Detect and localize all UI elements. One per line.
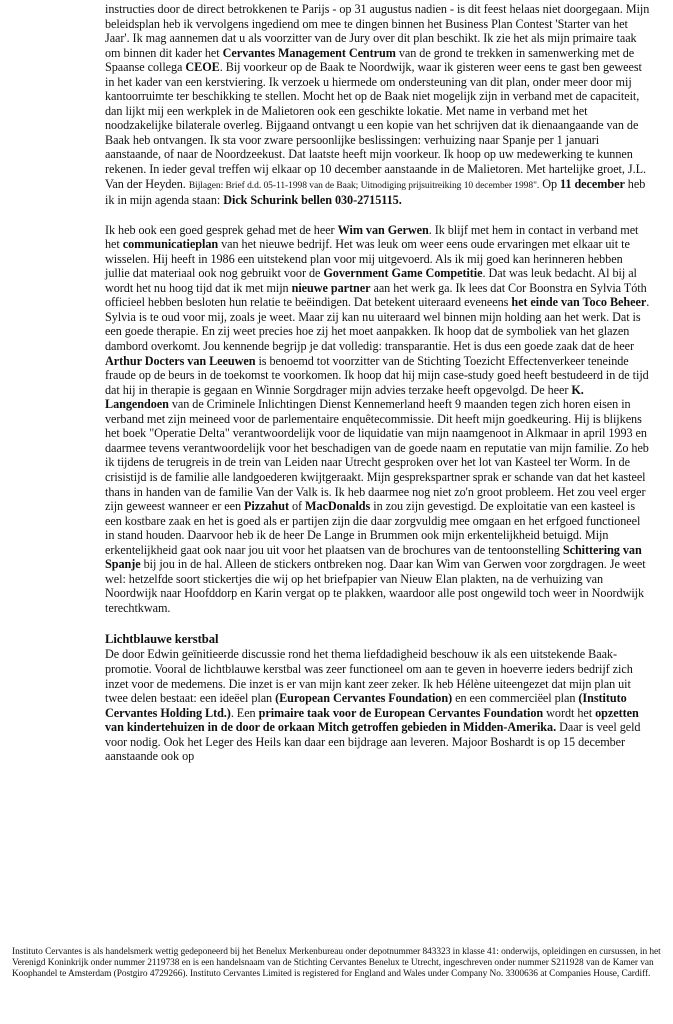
attachment-note: Bijlagen: Brief d.d. 05-11-1998 van de Baak; Uitnodiging prijsuitreiking 10 december 1998". bbox=[188, 180, 540, 191]
text-run: wordt het bbox=[543, 705, 596, 720]
text-run: van de grond te trekken in samenwerking met de Spaanse collega bbox=[105, 45, 635, 75]
text-run: . Bij voorkeur op de Baak te Noordwijk, waar ik gisteren weer eens te gast ben geweest in het kader van een kerstviering. Ik verzoek u hiermede om ondersteuning van dit plan, onder meer door mij kantoorruimte ter beschikking te stellen. Mocht het op de Baak niet mogelijk zijn in verband met de capaciteit, dan lijkt mij een werkplek in de Malietoren ook een geschikte lokatie. Met name in verband met het noodzakelijke bilaterale overleg. Bijgaand ontvangt u een kopie van het schrijven dat ik dienaangaande van de Baak heb ontvangen. Ik sta voor zware persoonlijke beslissingen: verhuizing naar Spanje per 1 januari aanstaande, of naar de Noordzeekust. Dat laatste heeft mijn voorkeur. Ik hoop op uw medewerking te kunnen rekenen. In ieder geval treffen wij elkaar op 10 december aanstaande in de Malietoren. Met hartelijke groet, J.L. Van der Heyden. bbox=[105, 60, 646, 191]
text-run: Ik heb ook een goed gesprek gehad met de heer bbox=[105, 222, 338, 237]
paragraph-gap bbox=[105, 208, 650, 223]
bold-text-run: nieuwe partner bbox=[291, 280, 371, 295]
footer-text: Instituto Cervantes is als handelsmerk wettig gedeponeerd bij het Benelux Merkenbureau onder depotnummer 843323 in klasse 41: onderwijs, opleidingen en cursussen, in het Verenigd Koninkrijk onder nummer 2119738 en is een handelsnaam van de Stichting Cervantes Benelux te Utrecht, ingeschreven onder nummer S211928 van de Kamer van Koophandel te Amsterdam (Postgiro 4729266). Instituto Cervantes Limited is registered for England and Wales under Company No. 3300636 at Companies House, Cardiff. bbox=[12, 947, 661, 980]
text-run: of bbox=[289, 499, 306, 514]
bold-text-run: Cervantes Management Centrum bbox=[222, 45, 396, 60]
bold-text-run: (European Cervantes Foundation) bbox=[275, 691, 453, 706]
text-run: aan het werk ga. Ik lees dat Cor Boonstra en Sylvia Tóth officieel hebben besloten hun relatie te beëindigen. Dat betekent uiteraard eveneens bbox=[105, 280, 647, 310]
text-run: . Ik blijf met hem in contact in verband met het bbox=[105, 222, 639, 252]
paragraph-3 bbox=[105, 647, 650, 763]
text-run: Op bbox=[539, 176, 561, 191]
bold-text-run: Pizzahut bbox=[244, 499, 289, 514]
text-run: heb ik in mijn agenda staan: bbox=[105, 176, 646, 208]
bold-text-run: Government Game Competitie bbox=[323, 266, 483, 281]
footer-legal-notice bbox=[12, 947, 662, 980]
text-run: Daar is veel geld voor nodig. Ook het Leger des Heils kan daar een bijdrage aan leveren. Majoor Boshardt is op 15 december aanstaande ook op bbox=[105, 720, 641, 764]
bold-text-run: CEOE bbox=[185, 60, 220, 75]
bold-text-run: communicatieplan bbox=[122, 237, 219, 252]
text-run: van de Criminele Inlichtingen Dienst Kennemerland heeft 9 maanden tegen zich horen eisen in verband met zijn meineed voor de parlementaire enquêtecommissie. Dit heeft mijn goedkeuring. Hij is blijkens het boek "Operatie Delta" verantwoordelijk voor de liquidatie van mijn naamgenoot in Alkmaar in april 1993 en daarmee tevens verantwoordelijk voor het beschadigen van de goede naam en reputatie van mijn familie. Zo heb ik tijdens de terugreis in de trein van Leiden naar Utrecht gesproken over het lot van Kasteel ter Worm. In de crisistijd is de familie alle landgoederen kwijtgeraakt. Mijn gesprekspartner sprak er schande van dat het kasteel thans in handen van de familie Van der Valk is. Ik heb daarmee nog niet zo'n groot probleem. Het zou veel erger zijn geweest wanneer er een bbox=[105, 397, 649, 514]
bold-text-run: Schittering van Spanje bbox=[105, 542, 642, 572]
text-run: in zou zijn gevestigd. De exploitatie van een kasteel is een kostbare zaak en het is goed als er partijen zijn die daar zorgvuldig mee omgaan en het erfgoed functioneel in stand houden. Daarvoor heb ik de heer De Lange in Brummen ook mijn erkentelijkheid betuigd. Mijn erkentelijkheid gaat ook naar jou uit voor het plaatsen van de brochures van de tentoonstelling bbox=[105, 499, 641, 557]
text-run: is benoemd tot voorzitter van de Stichting Toezicht Effectenverkeer teneinde fraude op de beurs in de toekomst te voorkomen. Ik hoop dat hij mijn case-study goed heeft bestudeerd in de tijd dat hij in therapie is gegaan en Winnie Sorgdrager mijn advies terzake heeft opgevolgd. De heer bbox=[105, 353, 649, 397]
text-run: van het nieuwe bedrijf. Het was leuk om weer eens oude ervaringen met elkaar uit te wisselen. Hij heeft in 1986 een uitstekend plan voor mij uitgevoerd. Als ik mij goed kan herinneren hebben jullie dat materiaal ook nog gebruikt voor de bbox=[105, 237, 630, 281]
bold-text-run: opzetten van kindertehuizen in de door de orkaan Mitch getroffen gebieden in Midden-Amerika. bbox=[105, 705, 639, 735]
text-run: bij jou in de hal. Alleen de stickers ontbreken nog. Daar kan Wim van Gerwen voor zorgdragen. Je weet wel: hetzelfde soort stickertjes die wij op het briefpapier van Nieuw Elan plakten, na de verhuizing van Noordwijk naar Hoofddorp en Karin vergat op te plakken, waardoor alle post ongewild toch weer in Noordwijk terechtkwam. bbox=[105, 557, 646, 615]
bold-text-run: K. Langendoen bbox=[105, 382, 584, 412]
paragraph-gap bbox=[105, 615, 650, 630]
text-run: . Een bbox=[230, 705, 259, 720]
bold-text-run: Wim van Gerwen bbox=[337, 222, 429, 237]
bold-text-run: Arthur Docters van Leeuwen bbox=[105, 353, 256, 368]
letter-body bbox=[105, 2, 650, 764]
bold-text-run: Dick Schurink bellen 030-2715115. bbox=[223, 193, 402, 208]
bold-text-run: (Instituto Cervantes Holding Ltd.) bbox=[105, 691, 627, 720]
paragraph-1 bbox=[105, 2, 650, 208]
section-heading: Lichtblauwe kerstbal bbox=[105, 632, 219, 647]
bold-text-run: het einde van Toco Beheer bbox=[511, 295, 647, 310]
paragraph-2 bbox=[105, 223, 650, 616]
text-run: . Dat was leuk bedacht. Al bij al wordt het nu hoog tijd dat ik met mijn bbox=[105, 266, 637, 295]
bold-text-run: MacDonalds bbox=[305, 499, 371, 514]
text-run: De door Edwin geïnitieerde discussie rond het thema liefdadigheid beschouw ik als een uitstekende Baak-promotie. Vooral de lichtblauwe kerstbal was zeer functioneel om aan te geven in hoeverre ieders bedrijf zich inzet voor de medemens. Die inzet is er van mijn kant zeer zeker. Ik heb Hélène uiteengezet dat mijn plan uit twee delen bestaat: een ideëel plan bbox=[105, 647, 633, 706]
text-run: instructies door de direct betrokkenen te Parijs - op 31 augustus nadien - is dit feest helaas niet doorgegaan. Mijn beleidsplan heb ik vervolgens ingediend om mee te dingen binnen het Business Plan Contest 'Starter van het Jaar'. Ik mag aannemen dat u als voorzitter van de Jury over dit plan beschikt. Ik zie het als mijn primaire taak om binnen dit kader het bbox=[105, 2, 650, 60]
bold-text-run: primaire taak voor de European Cervantes Foundation bbox=[258, 705, 544, 720]
text-run: . Sylvia is te oud voor mij, zoals je weet. Maar zij kan nu uiteraard wel binnen mijn holding aan het werk. Dat is een goede therapie. En zij weet precies hoe zij het moet aanpakken. Ik hoop dat de symboliek van het glazen dambord overkomt. Jou kennende begrijp je dat volledig: transparantie. Het is dus een goede zaak dat de heer bbox=[105, 295, 650, 354]
text-run: en een commerciëel plan bbox=[452, 691, 579, 706]
bold-text-run: 11 december bbox=[560, 176, 625, 191]
